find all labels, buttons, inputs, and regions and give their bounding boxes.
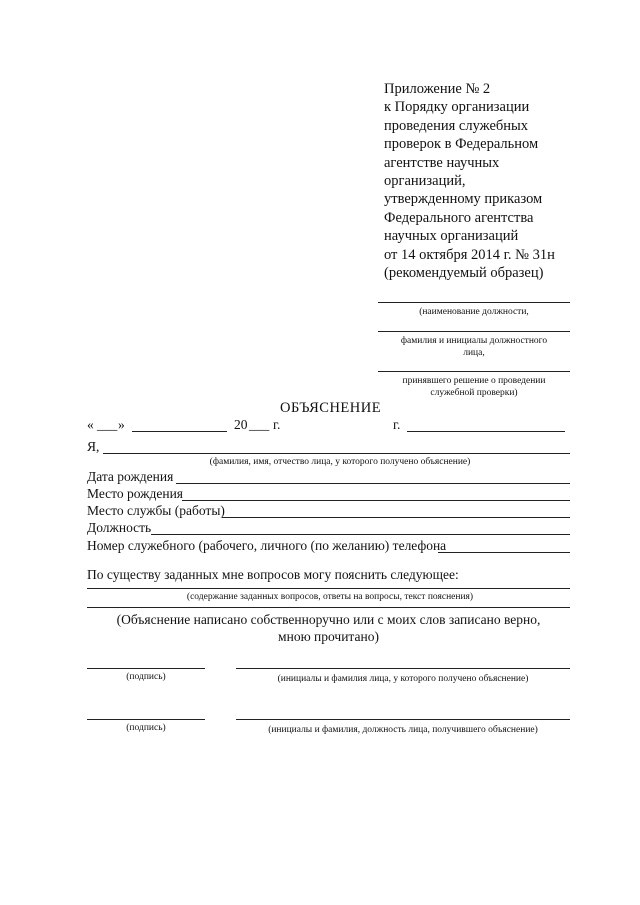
essence-text: По существу заданных мне вопросов могу пояснить следующее: <box>87 567 459 582</box>
date-month-line[interactable] <box>132 431 227 432</box>
addressee-decision-caption-1: принявшего решение о проведении <box>402 376 546 386</box>
signature-caption-1: (подпись) <box>126 672 166 682</box>
appendix-line: Приложение № 2 <box>384 81 491 97</box>
service-place-line[interactable] <box>222 517 570 518</box>
signer-caption-1: (инициалы и фамилия лица, у которого получено объяснение) <box>277 674 529 684</box>
addressee-name-caption-2: лица, <box>463 348 485 358</box>
birth-place-line[interactable] <box>182 500 570 501</box>
date-year-blank[interactable]: ___ <box>249 417 270 432</box>
place-line[interactable] <box>407 431 565 432</box>
confirmation-text-2: мною прочитано) <box>278 629 379 644</box>
addressee-extra-line[interactable] <box>378 371 570 372</box>
document-title: ОБЪЯСНЕНИЕ <box>280 400 382 416</box>
appendix-header <box>384 80 624 282</box>
service-place-label: Место службы (работы) <box>87 503 225 518</box>
addressee-position-line[interactable] <box>378 302 570 303</box>
position-label: Должность <box>87 520 152 535</box>
appendix-line: проверок в Федеральном <box>384 136 539 153</box>
explanation-line-2[interactable] <box>87 607 570 608</box>
appendix-line: проведения служебных <box>384 117 529 134</box>
place-prefix: г. <box>393 417 401 432</box>
date-quote-close: » <box>118 417 125 432</box>
addressee-name-caption-1: фамилия и инициалы должностного <box>400 336 548 346</box>
i-name-caption: (фамилия, имя, отчество лица, у которого получено объяснение) <box>209 457 471 467</box>
appendix-line: научных организаций <box>384 228 519 245</box>
phone-line[interactable] <box>438 552 570 553</box>
addressee-name-line[interactable] <box>378 331 570 332</box>
appendix-line: агентстве научных <box>384 154 500 171</box>
signature-line-2[interactable] <box>87 719 205 720</box>
phone-label: Номер служебного (рабочего, личного (по желанию) телефона <box>87 538 447 553</box>
appendix-line: от 14 октября 2014 г. № 31н <box>384 246 555 263</box>
i-name-line[interactable] <box>103 453 570 454</box>
explanation-line-1[interactable] <box>87 588 570 589</box>
signer-caption-2: (инициалы и фамилия, должность лица, получившего объяснение) <box>268 725 538 735</box>
confirmation-text-1: (Объяснение написано собственноручно или с моих слов записано верно, <box>116 612 541 627</box>
appendix-line: организаций, <box>384 173 466 190</box>
date-day-blank[interactable]: ___ <box>97 417 118 432</box>
birth-date-label: Дата рождения <box>87 469 174 484</box>
signature-line-1[interactable] <box>87 668 205 669</box>
addressee-decision-caption-2: служебной проверки) <box>430 388 518 398</box>
signature-caption-2: (подпись) <box>126 723 166 733</box>
appendix-line: утвержденному приказом <box>384 191 543 208</box>
date-quote-open: « <box>87 417 94 432</box>
date-year-prefix: 20 <box>234 417 248 432</box>
addressee-position-caption: (наименование должности, <box>419 307 529 317</box>
position-line[interactable] <box>151 534 570 535</box>
content-caption: (содержание заданных вопросов, ответы на вопросы, текст пояснения) <box>186 592 474 602</box>
signer-line-2[interactable] <box>236 719 570 720</box>
appendix-line: (рекомендуемый образец) <box>384 265 544 282</box>
i-label: Я, <box>87 439 100 454</box>
birth-place-label: Место рождения <box>87 486 184 501</box>
appendix-line: к Порядку организации <box>384 99 530 116</box>
appendix-line: Федерального агентства <box>384 209 534 226</box>
date-year-suffix: г. <box>273 417 281 432</box>
signer-line-1[interactable] <box>236 668 570 669</box>
birth-date-line[interactable] <box>176 483 570 484</box>
